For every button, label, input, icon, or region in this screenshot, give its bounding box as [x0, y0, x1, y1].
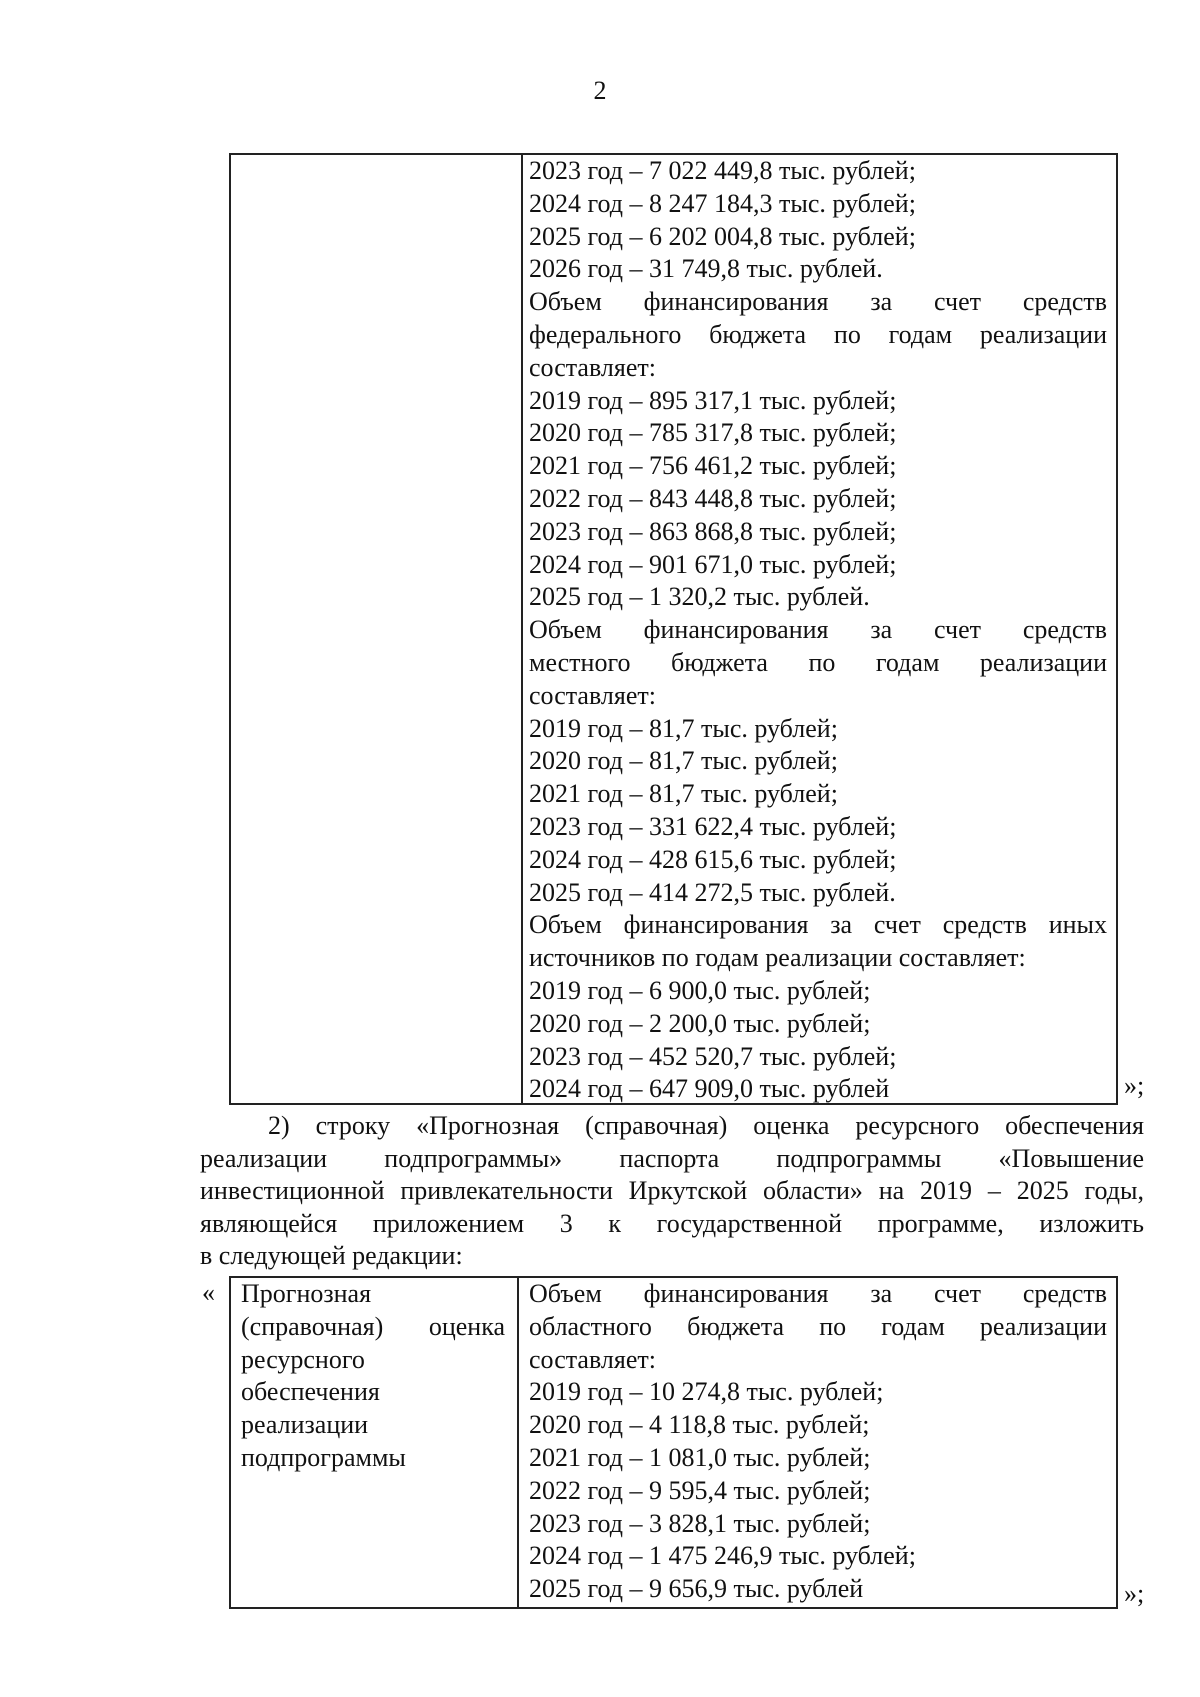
table2-left-line: Прогнозная [241, 1279, 372, 1308]
amendment-paragraph [200, 1110, 1144, 1273]
table2-left-line: реализации [241, 1410, 369, 1440]
table2-left-line: (справочная) оценка [241, 1311, 505, 1341]
table2-right-line: 2023 год – 3 828,1 тыс. рублей; [529, 1508, 871, 1538]
table2-right-line: 2024 год – 1 475 246,9 тыс. рублей; [529, 1541, 916, 1571]
table1-left-cell [231, 155, 523, 1103]
table2-right-cell [529, 1278, 1107, 1606]
table1-line: 2022 год – 843 448,8 тыс. рублей; [529, 483, 897, 513]
table1-line: Объем финансирования за счет средств иных [529, 910, 1107, 940]
paragraph-line: реализации подпрограммы» паспорта подпрограммы «Повышение [200, 1143, 1144, 1173]
table2-left-line: ресурсного [241, 1344, 365, 1374]
table2-right-line: 2022 год – 9 595,4 тыс. рублей; [529, 1475, 871, 1505]
table1-line: 2023 год – 7 022 449,8 тыс. рублей; [529, 156, 916, 185]
table1-line: 2025 год – 6 202 004,8 тыс. рублей; [529, 221, 916, 251]
table1-line: местного бюджета по годам реализации [529, 647, 1107, 677]
table2-open-quote: « [202, 1278, 215, 1307]
table2-left-cell [231, 1278, 519, 1607]
paragraph-line: инвестиционной привлекательности Иркутской области» на 2019 – 2025 годы, [200, 1176, 1144, 1205]
table1-line: 2023 год – 331 622,4 тыс. рублей; [529, 811, 897, 841]
table1-line: Объем финансирования за счет средств [529, 287, 1107, 317]
table2-left-line: подпрограммы [241, 1442, 406, 1472]
table1-line: 2020 год – 81,7 тыс. рублей; [529, 746, 838, 776]
table1-line: 2020 год – 785 317,8 тыс. рублей; [529, 418, 897, 448]
page-number: 2 [593, 76, 607, 105]
table2-left-line: обеспечения [241, 1377, 380, 1407]
table1-line: 2026 год – 31 749,8 тыс. рублей. [529, 254, 883, 284]
table2-close-quote: »; [1124, 1579, 1145, 1608]
table1-line: 2025 год – 414 272,5 тыс. рублей. [529, 877, 896, 907]
table2-right-line: 2020 год – 4 118,8 тыс. рублей; [529, 1410, 870, 1440]
table1-line: 2025 год – 1 320,2 тыс. рублей. [529, 582, 870, 612]
table2-right-line: 2021 год – 1 081,0 тыс. рублей; [529, 1442, 871, 1472]
table1-line: Объем финансирования за счет средств [529, 615, 1107, 645]
table1-line: 2019 год – 81,7 тыс. рублей; [529, 713, 838, 743]
table1-close-quote: »; [1124, 1071, 1145, 1100]
table2-right-line: 2025 год – 9 656,9 тыс. рублей [529, 1574, 864, 1604]
table1-line: составляет: [529, 680, 656, 710]
table1-right-cell [529, 155, 1107, 1106]
table1-line: 2023 год – 863 868,8 тыс. рублей; [529, 516, 897, 546]
table1-line: 2024 год – 8 247 184,3 тыс. рублей; [529, 188, 916, 218]
paragraph-line: в следующей редакции: [200, 1241, 463, 1270]
table1-line: 2024 год – 647 909,0 тыс. рублей [529, 1074, 890, 1104]
table1-line: 2021 год – 81,7 тыс. рублей; [529, 779, 838, 809]
funding-table-1 [229, 153, 1118, 1105]
table1-line: 2024 год – 428 615,6 тыс. рублей; [529, 844, 897, 874]
paragraph-line: являющейся приложением 3 к государственной программе, изложить [200, 1208, 1144, 1238]
table1-line: составляет: [529, 352, 656, 382]
funding-table-2 [229, 1276, 1118, 1609]
table2-right-line: составляет: [529, 1344, 656, 1374]
paragraph-line: 2) строку «Прогнозная (справочная) оценка ресурсного обеспечения [268, 1111, 1144, 1140]
table1-line: источников по годам реализации составляет: [529, 943, 1026, 973]
table1-line: 2019 год – 6 900,0 тыс. рублей; [529, 975, 871, 1005]
table1-line: 2019 год – 895 317,1 тыс. рублей; [529, 385, 897, 415]
table1-line: 2024 год – 901 671,0 тыс. рублей; [529, 549, 897, 579]
table1-line: 2021 год – 756 461,2 тыс. рублей; [529, 451, 897, 481]
table1-line: 2020 год – 2 200,0 тыс. рублей; [529, 1008, 871, 1038]
table1-line: федерального бюджета по годам реализации [529, 319, 1107, 349]
table2-right-line: областного бюджета по годам реализации [529, 1311, 1107, 1341]
table1-line: 2023 год – 452 520,7 тыс. рублей; [529, 1041, 897, 1071]
table2-right-line: 2019 год – 10 274,8 тыс. рублей; [529, 1377, 884, 1407]
table2-right-line: Объем финансирования за счет средств [529, 1279, 1107, 1308]
